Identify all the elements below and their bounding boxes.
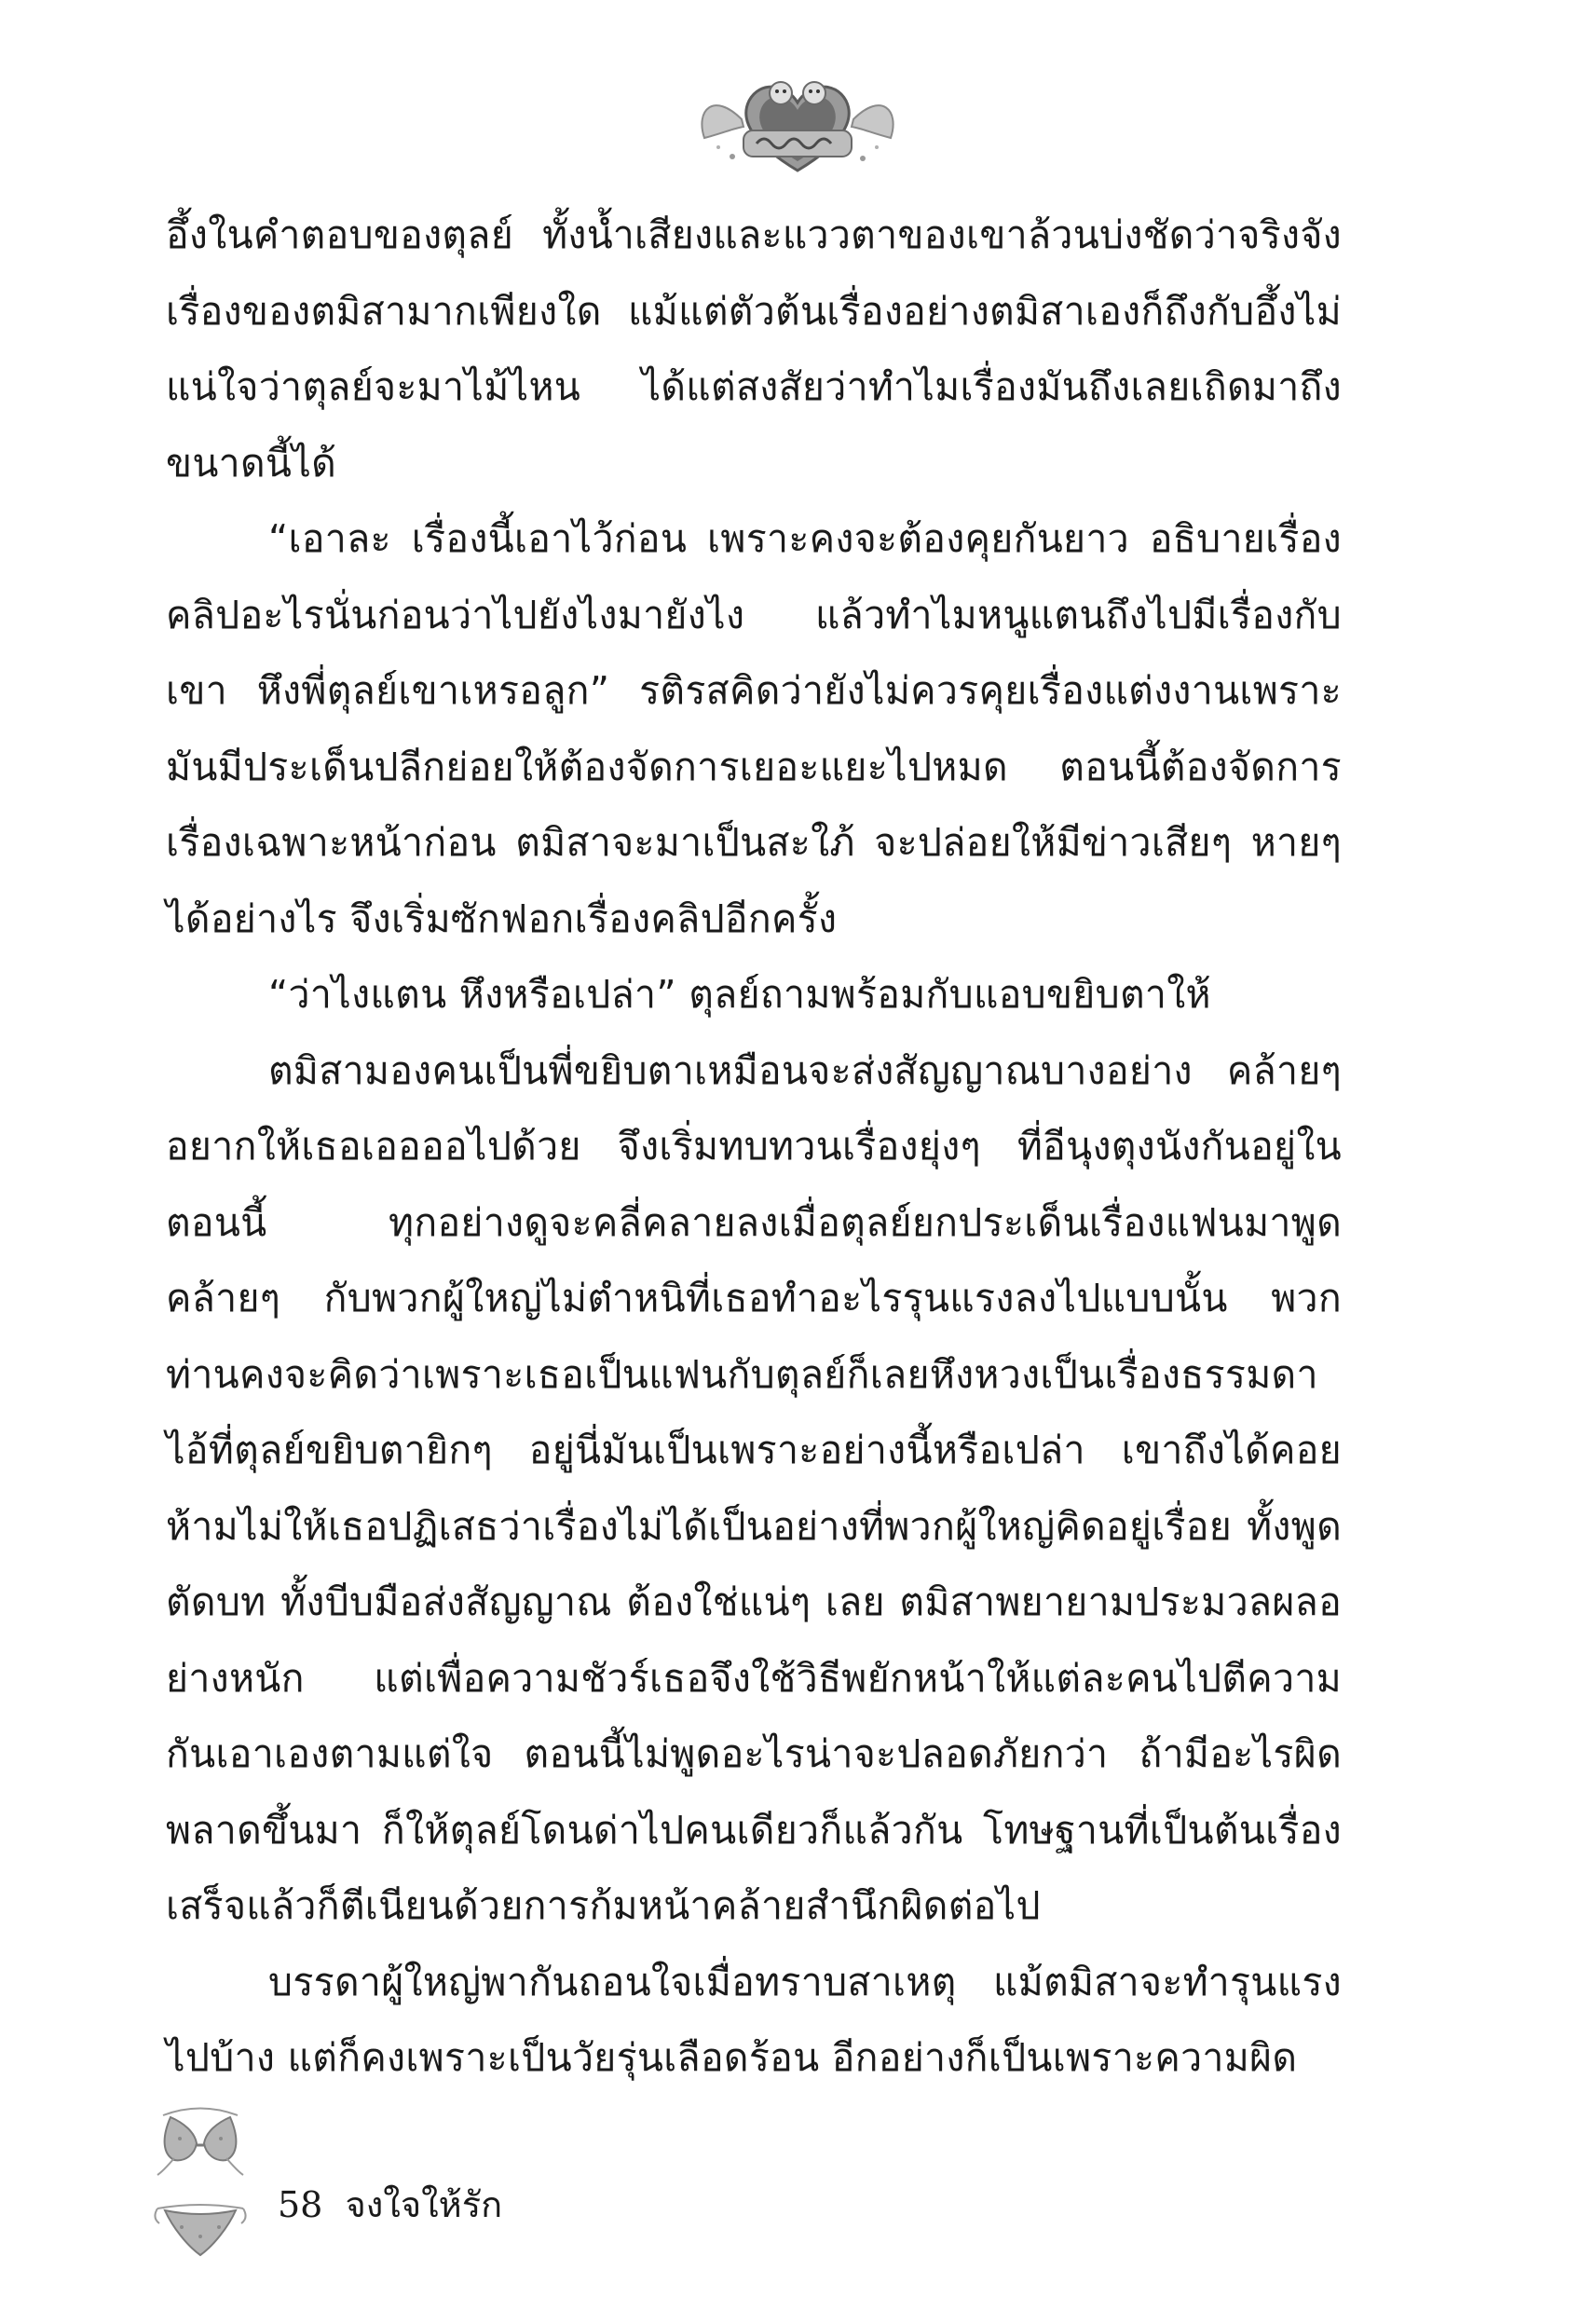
body-text: [166, 198, 1342, 2097]
heart-cherub-emblem-icon: [676, 54, 919, 185]
footer-decoration: [154, 2097, 247, 2274]
paragraph-3: “ว่าไงแตน หึงหรือเปล่า” ตุลย์ถามพร้อมกับแอบขยิบตาให้: [268, 972, 1211, 1017]
header-emblem: [676, 54, 919, 185]
paragraph-5: บรรดาผู้ใหญ่พากันถอนใจเมื่อทราบสาเหตุ แม้ตมิสาจะทำรุนแรงไปบ้าง แต่ก็คงเพราะเป็นวัยรุ่นเลือดร้อน อีกอย่างก็เป็นเพราะความผิด: [166, 1959, 1342, 2080]
page-footer: [278, 2176, 502, 2233]
book-title: จงใจให้รัก: [345, 2184, 503, 2225]
bikini-icon: [154, 2097, 247, 2274]
paragraph-1: อึ้งในคำตอบของตุลย์ ทั้งน้ำเสียงและแววตาของเขาล้วนบ่งชัดว่าจริงจังเรื่องของตมิสามากเพียงใด แม้แต่ตัวต้นเรื่องอย่างตมิสาเองก็ถึงกับอึ้งไม่แน่ใจว่าตุลย์จะมาไม้ไหน ได้แต่สงสัยว่าทำไมเรื่องมันถึงเลยเถิดมาถึงขนาดนี้ได้: [166, 212, 1342, 485]
page-number: 58: [278, 2184, 323, 2225]
paragraph-2: “เอาละ เรื่องนี้เอาไว้ก่อน เพราะคงจะต้องคุยกันยาว อธิบายเรื่องคลิปอะไรนั่นก่อนว่าไปยังไงมายังไง แล้วทำไมหนูแตนถึงไปมีเรื่องกับเขา หึงพี่ตุลย์เขาเหรอลูก” รติรสคิดว่ายังไม่ควรคุยเรื่องแต่งงานเพราะมันมีประเด็นปลีกย่อยให้ต้องจัดการเยอะแยะไปหมด ตอนนี้ต้องจัดการเรื่องเฉพาะหน้าก่อน ตมิสาจะมาเป็นสะใภ้ จะปล่อยให้มีข่าวเสียๆ หายๆ ได้อย่างไร จึงเริ่มซักฟอกเรื่องคลิปอีกครั้ง: [166, 516, 1342, 941]
paragraph-4: ตมิสามองคนเป็นพี่ขยิบตาเหมือนจะส่งสัญญาณบางอย่าง คล้ายๆ อยากให้เธอเออออไปด้วย จึงเริ่มทบทวนเรื่องยุ่งๆ ที่อีนุงตุงนังกันอยู่ในตอนนี้ ทุกอย่างดูจะคลี่คลายลงเมื่อตุลย์ยกประเด็นเรื่องแฟนมาพูด คล้ายๆ กับพวกผู้ใหญ่ไม่ตำหนิที่เธอทำอะไรรุนแรงลงไปแบบนั้น พวกท่านคงจะคิดว่าเพราะเธอเป็นแฟนกับตุลย์ก็เลยหึงหวงเป็นเรื่องธรรมดา ไอ้ที่ตุลย์ขยิบตายิกๆ อยู่นี่มันเป็นเพราะอย่างนี้หรือเปล่า เขาถึงได้คอยห้ามไม่ให้เธอปฏิเสธว่าเรื่องไม่ได้เป็นอย่างที่พวกผู้ใหญ่คิดอยู่เรื่อย ทั้งพูดตัดบท ทั้งบีบมือส่งสัญญาณ ต้องใช่แน่ๆ เลย ตมิสาพยายามประมวลผลอย่างหนัก แต่เพื่อความชัวร์เธอจึงใช้วิธีพยักหน้าให้แต่ละคนไปตีความกันเอาเองตามแต่ใจ ตอนนี้ไม่พูดอะไรน่าจะปลอดภัยกว่า ถ้ามีอะไรผิดพลาดขึ้นมา ก็ให้ตุลย์โดนด่าไปคนเดียวก็แล้วกัน โทษฐานที่เป็นต้นเรื่อง เสร็จแล้วก็ตีเนียนด้วยการก้มหน้าคล้ายสำนึกผิดต่อไป: [166, 1047, 1342, 1928]
